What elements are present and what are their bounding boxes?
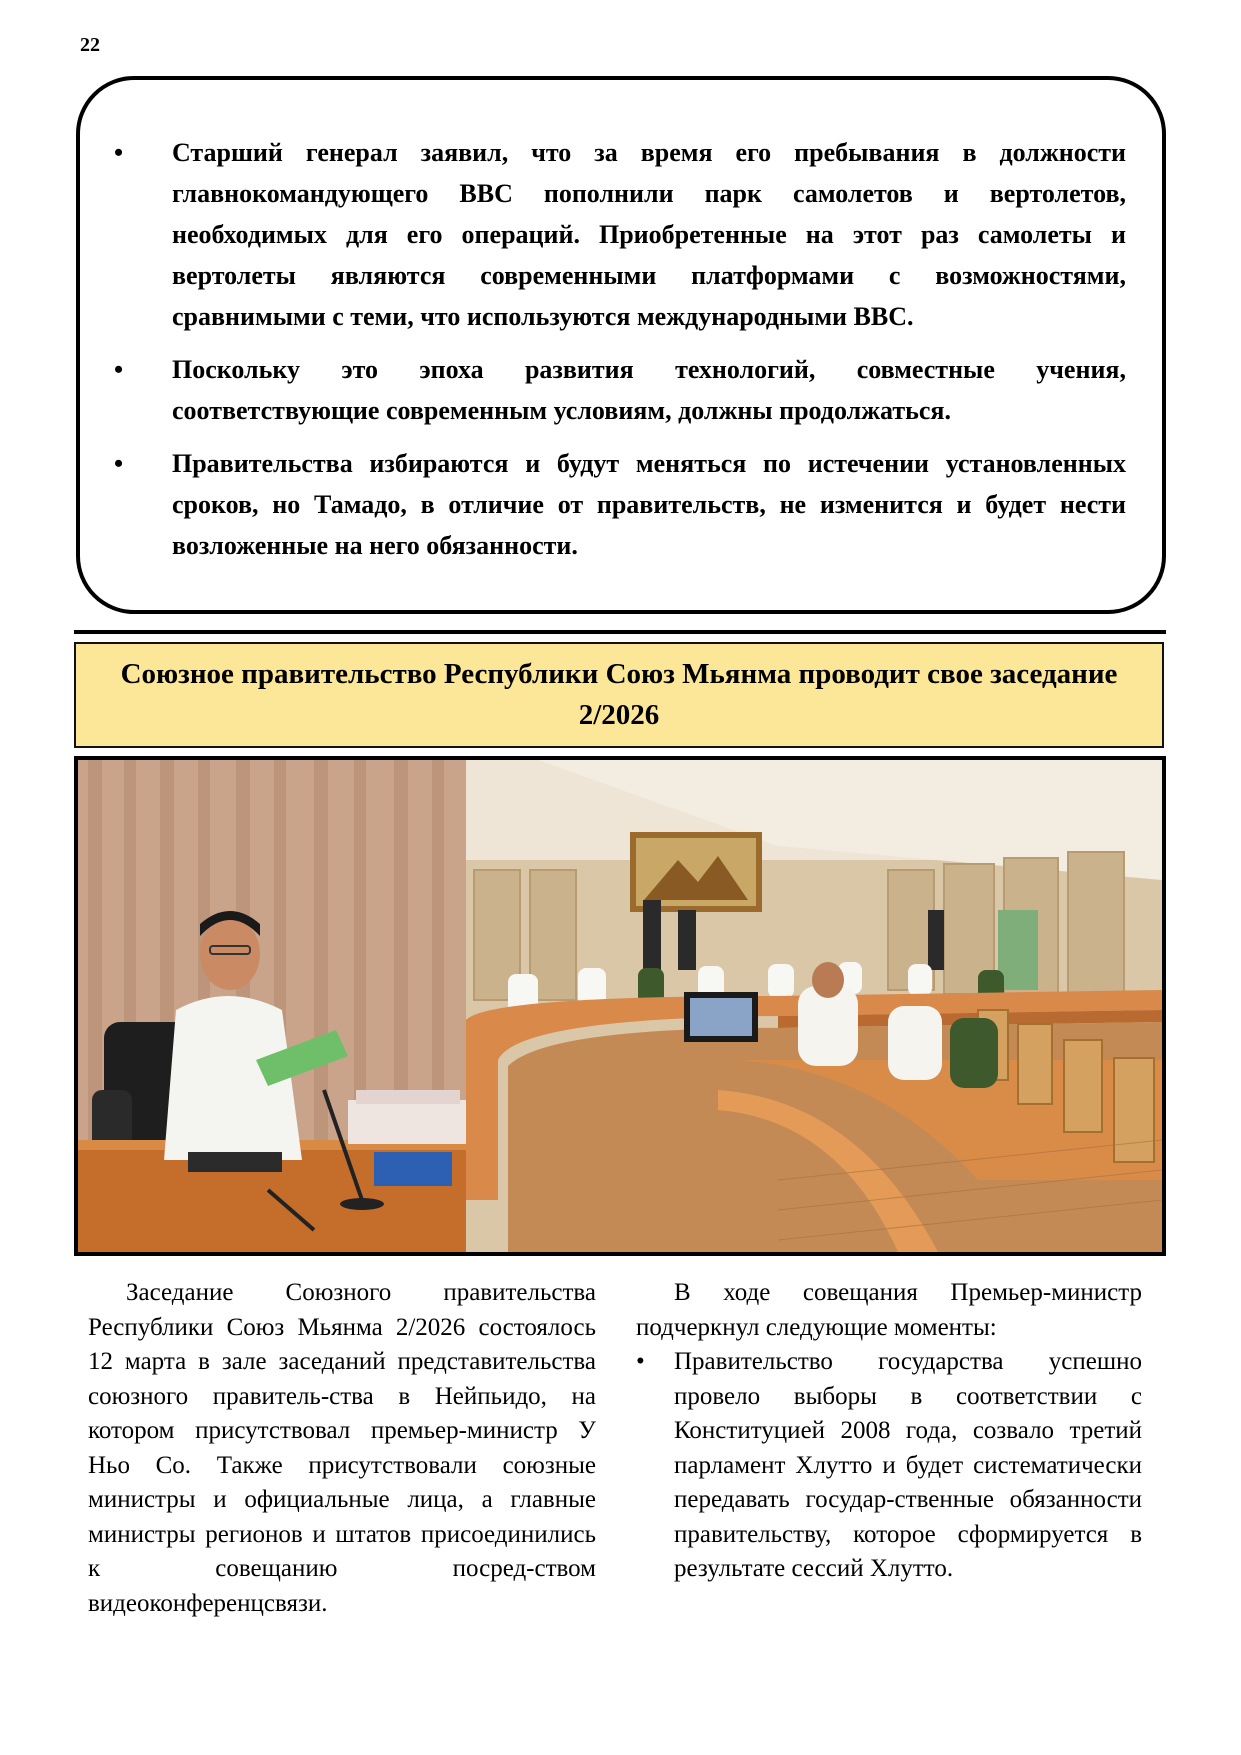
callout-bullet: • Правительства избираются и будут меняться по истечении установленных сроков, но Тамадо, в отличие от правительств, не изменится и будет нести возложенные на него обязанности. (110, 443, 1126, 566)
conference-room-photo (466, 760, 1162, 1252)
article-left-column (88, 1276, 596, 1621)
speaker-photo (78, 760, 466, 1252)
article-paragraph: Заседание Союзного правительства Республики Союз Мьянма 2/2026 состоялось 12 марта в зале заседаний представительства союзного правитель-ства в Нейпьидо, на котором присутствовал премьер-министр У Ньо Со. Также присутствовали союзные министры и официальные лица, а главные министры регионов и штатов присоединились к совещанию посред-ством видеоконференцсвязи. (88, 1279, 596, 1617)
article-intro: В ходе совещания Премьер-министр подчеркнул следующие моменты: (636, 1279, 1142, 1341)
page-number: 22 (80, 34, 100, 56)
article-bullet-list (636, 1345, 1142, 1587)
headline-line-1: Союзное правительство Республики Союз Мьянма проводит свое заседание (120, 658, 1118, 690)
article-bullet: • Правительство государства успешно провело выборы в соответствии с Конституцией 2008 года, созвало третий парламент Хлутто и будет систематически передавать государ-ственные обязанности правительству, которое сформируется в результате сессий Хлутто. (636, 1345, 1142, 1587)
callout-bullet: • Поскольку это эпоха развития технологий, совместные учения, соответствующие современным условиям, должны продолжаться. (110, 349, 1126, 431)
article-headline (111, 654, 1128, 736)
section-divider (74, 630, 1166, 634)
headline-line-2: 2/2026 (578, 699, 660, 731)
article-right-column (636, 1276, 1142, 1587)
quote-callout-box (76, 76, 1166, 614)
meeting-photo (74, 756, 1166, 1256)
article-headline-box (74, 642, 1164, 748)
callout-bullet-list (110, 132, 1126, 578)
callout-bullet: • Старший генерал заявил, что за время его пребывания в должности главнокомандующего ВВС пополнили парк самолетов и вертолетов, необходимых для его операций. Приобретенные на этот раз самолеты и вертолеты являются современными платформами с возможностями, сравнимыми с теми, что используются международными ВВС. (110, 132, 1126, 337)
